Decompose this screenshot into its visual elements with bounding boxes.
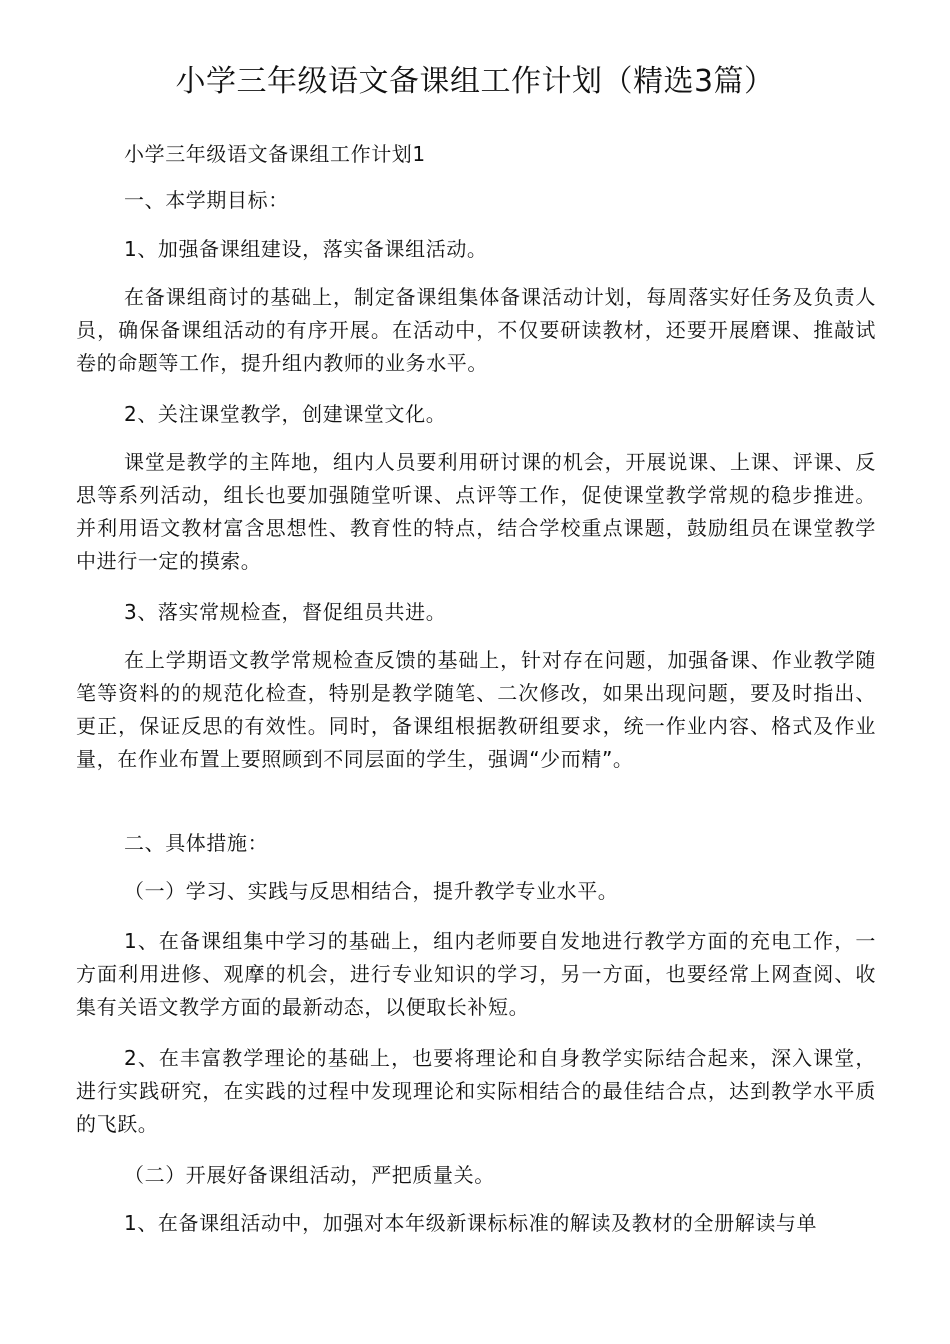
section1-item3-paragraph: 在上学期语文教学常规检查反馈的基础上，针对存在问题，加强备课、作业教学随笔等资料的的规范化检查，特别是教学随笔、二次修改，如果出现问题，要及时指出、更正，保证反思的有效性。同时，备课组根据教研组要求，统一作业内容、格式及作业量，在作业布置上要照顾到不同层面的学生，强调“少而精”。 [76, 648, 876, 771]
document-subtitle: 小学三年级语文备课组工作计划1 [124, 142, 426, 166]
section2-sub2-item1-paragraph: 1、在备课组活动中，加强对本年级新课标标准的解读及教材的全册解读与单 [124, 1211, 818, 1235]
section2-heading: 二、具体措施： [124, 831, 269, 855]
section1-heading: 一、本学期目标： [124, 188, 289, 212]
section2-sub1-item2-paragraph: 2、在丰富教学理论的基础上，也要将理论和自身教学实际结合起来，深入课堂，进行实践研究，在实践的过程中发现理论和实际相结合的最佳结合点，达到教学水平质的飞跃。 [76, 1046, 876, 1136]
section1-item2-heading: 2、关注课堂教学，创建课堂文化。 [124, 402, 447, 426]
section1-item1-paragraph: 在备课组商讨的基础上，制定备课组集体备课活动计划，每周落实好任务及负责人员，确保备课组活动的有序开展。在活动中，不仅要研读教材，还要开展磨课、推敲试卷的命题等工作，提升组内教师的业务水平。 [76, 285, 876, 375]
document-title: 小学三年级语文备课组工作计划（精选3篇） [175, 64, 775, 99]
section1-item1-heading: 1、加强备课组建设，落实备课组活动。 [124, 237, 488, 261]
section2-sub1-heading: （一）学习、实践与反思相结合，提升教学专业水平。 [124, 879, 619, 903]
section2-sub2-heading: （二）开展好备课组活动，严把质量关。 [124, 1163, 495, 1187]
section2-sub1-item1-paragraph: 1、在备课组集中学习的基础上，组内老师要自发地进行教学方面的充电工作，一方面利用进修、观摩的机会，进行专业知识的学习，另一方面，也要经常上网查阅、收集有关语文教学方面的最新动态，以便取长补短。 [76, 929, 876, 1019]
section1-item3-heading: 3、落实常规检查，督促组员共进。 [124, 600, 447, 624]
section1-item2-paragraph: 课堂是教学的主阵地，组内人员要利用研讨课的机会，开展说课、上课、评课、反思等系列活动，组长也要加强随堂听课、点评等工作，促使课堂教学常规的稳步推进。并利用语文教材富含思想性、教育性的特点，结合学校重点课题，鼓励组员在课堂教学中进行一定的摸索。 [76, 450, 876, 573]
